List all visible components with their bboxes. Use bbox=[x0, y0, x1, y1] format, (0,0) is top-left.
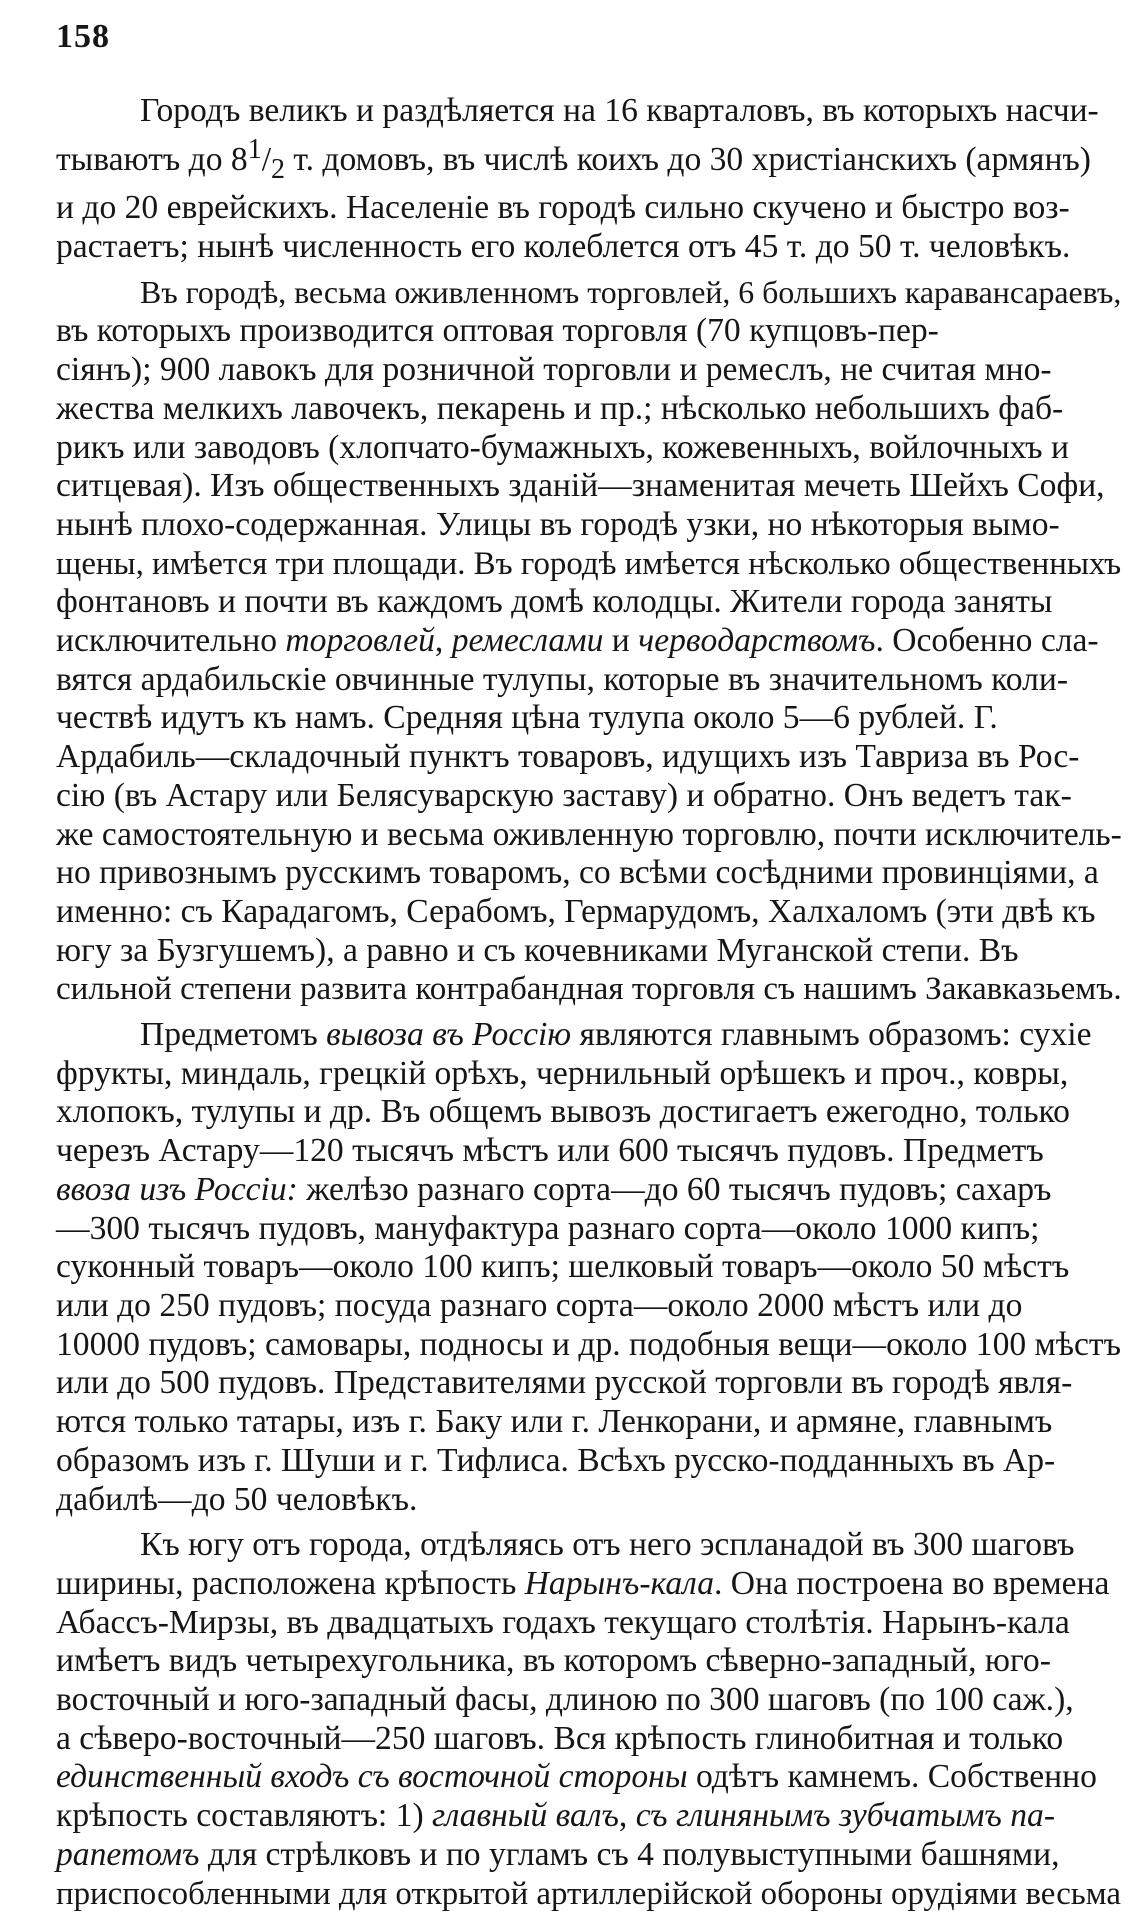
text-line: Ардабиль—складочный пунктъ товаровъ, идущихъ изъ Тавриза въ Рос- bbox=[56, 738, 1080, 776]
text-line: суконный товаръ—около 100 кипъ; шелковый товаръ—около 50 мѣстъ bbox=[56, 1248, 1070, 1286]
text-line: сію (въ Астару или Белясуварскую заставу) и обратно. Онъ ведетъ так- bbox=[56, 776, 1072, 814]
paragraph bbox=[56, 92, 1121, 267]
text-line: тываютъ до $8^1/_2$ т. домовъ, въ числѣ коихъ до 30 христіанскихъ (армянъ) bbox=[56, 133, 1091, 185]
text-line: сіянъ); 900 лавокъ для розничной торговли и ремеслъ, не считая мно- bbox=[56, 351, 1052, 389]
text-line: фрукты, миндаль, грецкій орѣхъ, чернильный орѣшекъ и проч., ковры, bbox=[56, 1054, 1069, 1092]
text-line: дабилѣ—до 50 человѣкъ. bbox=[56, 1480, 418, 1518]
text-line: югу за Бузгушемъ), а равно и съ кочевниками Муганской степи. Въ bbox=[56, 931, 1019, 969]
text-line: ются только татары, изъ г. Баку или г. Ленкорани, и армяне, главнымъ bbox=[56, 1403, 1053, 1441]
text-line: единственный входъ съ восточной стороны одѣтъ камнемъ. Собственно bbox=[56, 1758, 1097, 1796]
text-line: жества мелкихъ лавочекъ, пекарень и пр.; нѣсколько небольшихъ фаб- bbox=[56, 389, 1064, 427]
text-line: именно: съ Карадагомъ, Серабомъ, Гермарудомъ, Халхаломъ (эти двѣ къ bbox=[56, 892, 1096, 930]
text-line: вятся ардабильскіе овчинные тулупы, которые въ значительномъ коли- bbox=[56, 660, 1068, 698]
text-line: чествѣ идутъ къ намъ. Средняя цѣна тулупа около 5—6 рублей. Г. bbox=[56, 699, 998, 737]
text-line: черезъ Астару—120 тысячъ мѣстъ или 600 тысячъ пудовъ. Предметъ bbox=[56, 1132, 1044, 1170]
text-line: или до 500 пудовъ. Представителями русской торговли въ городѣ явля- bbox=[56, 1364, 1073, 1402]
text-line: нынѣ плохо-содержанная. Улицы въ городѣ узки, но нѣкоторыя вымо- bbox=[56, 505, 1060, 543]
text-line: въ которыхъ производится оптовая торговля (70 купцовъ-пер- bbox=[56, 312, 939, 350]
text-line: —300 тысячъ пудовъ, мануфактура разнаго сорта—около 1000 кипъ; bbox=[56, 1209, 1040, 1247]
text-line: исключительно торговлей, ремеслами и червoдарствомъ. Особенно сла- bbox=[56, 622, 1099, 660]
text-line: или до 250 пудовъ; посуда разнаго сорта—около 2000 мѣстъ или до bbox=[56, 1287, 1023, 1324]
text-line: растаетъ; нынѣ численность его колеблется отъ 45 т. до 50 т. человѣкъ. bbox=[56, 228, 1071, 266]
text-line: Въ городѣ, весьма оживленномъ торговлей, 6 большихъ каравансараевъ, bbox=[140, 274, 1122, 310]
text-line: образомъ изъ г. Шуши и г. Тифлиса. Всѣхъ русско-подданныхъ въ Ар- bbox=[56, 1441, 1056, 1479]
text-line: а сѣверо-восточный—250 шаговъ. Вся крѣпость глинобитная и только bbox=[56, 1719, 1064, 1757]
page-number: 158 bbox=[56, 18, 110, 55]
paragraph bbox=[56, 1526, 1121, 1913]
text-line: Городъ великъ и раздѣляется на 16 кварталовъ, въ которыхъ насчи- bbox=[140, 92, 1099, 129]
paragraph bbox=[56, 1016, 1121, 1519]
body-text bbox=[56, 92, 1121, 1920]
text-line: хлопокъ, тулупы и др. Въ общемъ вывозъ достигаетъ ежегодно, только bbox=[56, 1093, 1070, 1131]
text-line: сильной степени развита контрабандная торговля съ нашимъ Закавказьемъ. bbox=[56, 971, 1122, 1008]
text-line: крѣпость составляютъ: 1) главный валъ, съ глинянымъ зубчатымъ па- bbox=[56, 1797, 1056, 1835]
text-line: щены, имѣется три площади. Въ городѣ имѣется нѣсколько общественныхъ bbox=[56, 545, 1122, 582]
text-line: Къ югу отъ города, отдѣляясь отъ него эспланадой въ 300 шаговъ bbox=[140, 1526, 1075, 1564]
text-line: восточный и юго-западный фасы, длиною по 300 шаговъ (по 100 саж.), bbox=[56, 1681, 1074, 1719]
text-line: фонтановъ и почти въ каждомъ домѣ колодцы. Жители города заняты bbox=[56, 583, 1053, 621]
text-line: имѣетъ видъ четырехугольника, въ которомъ сѣверно-западный, юго- bbox=[56, 1642, 1051, 1680]
text-line: Абассъ-Мирзы, въ двадцатыхъ годахъ текущаго столѣтія. Нарынъ-кала bbox=[56, 1603, 1070, 1641]
text-line: Предметомъ вывоза въ Россію являются главнымъ образомъ: сухіе bbox=[140, 1016, 1092, 1054]
text-line: же самостоятельную и весьма оживленную торговлю, почти исключитель- bbox=[56, 815, 1122, 853]
text-line: рапетомъ для стрѣлковъ и по угламъ съ 4 полувыступными башнями, bbox=[56, 1835, 1060, 1873]
paragraph bbox=[56, 274, 1121, 1009]
text-line: ситцевая). Изъ общественныхъ зданій—знаменитая мечеть Шейхъ Софи, bbox=[56, 467, 1105, 505]
text-line: 10000 пудовъ; самовары, подносы и др. подобныя вещи—около 100 мѣстъ bbox=[56, 1325, 1121, 1363]
text-line: и до 20 еврейскихъ. Населеніе въ городѣ сильно скучено и быстро воз- bbox=[56, 189, 1070, 227]
text-line: но привознымъ русскимъ товаромъ, со всѣми сосѣдними провинціями, а bbox=[56, 854, 1099, 892]
text-line: приспособленными для открытой артиллерійской обороны орудіями весьма bbox=[56, 1875, 1121, 1912]
text-line: ширины, расположена крѣпость Нарынъ-кала. Она построена во времена bbox=[56, 1564, 1110, 1602]
text-line: ввоза изъ Россіи: желѣзо разнаго сорта—до 60 тысячъ пудовъ; сахаръ bbox=[56, 1170, 1052, 1208]
text-line: рикъ или заводовъ (хлопчато-бумажныхъ, кожевенныхъ, войлочныхъ и bbox=[56, 428, 1069, 466]
